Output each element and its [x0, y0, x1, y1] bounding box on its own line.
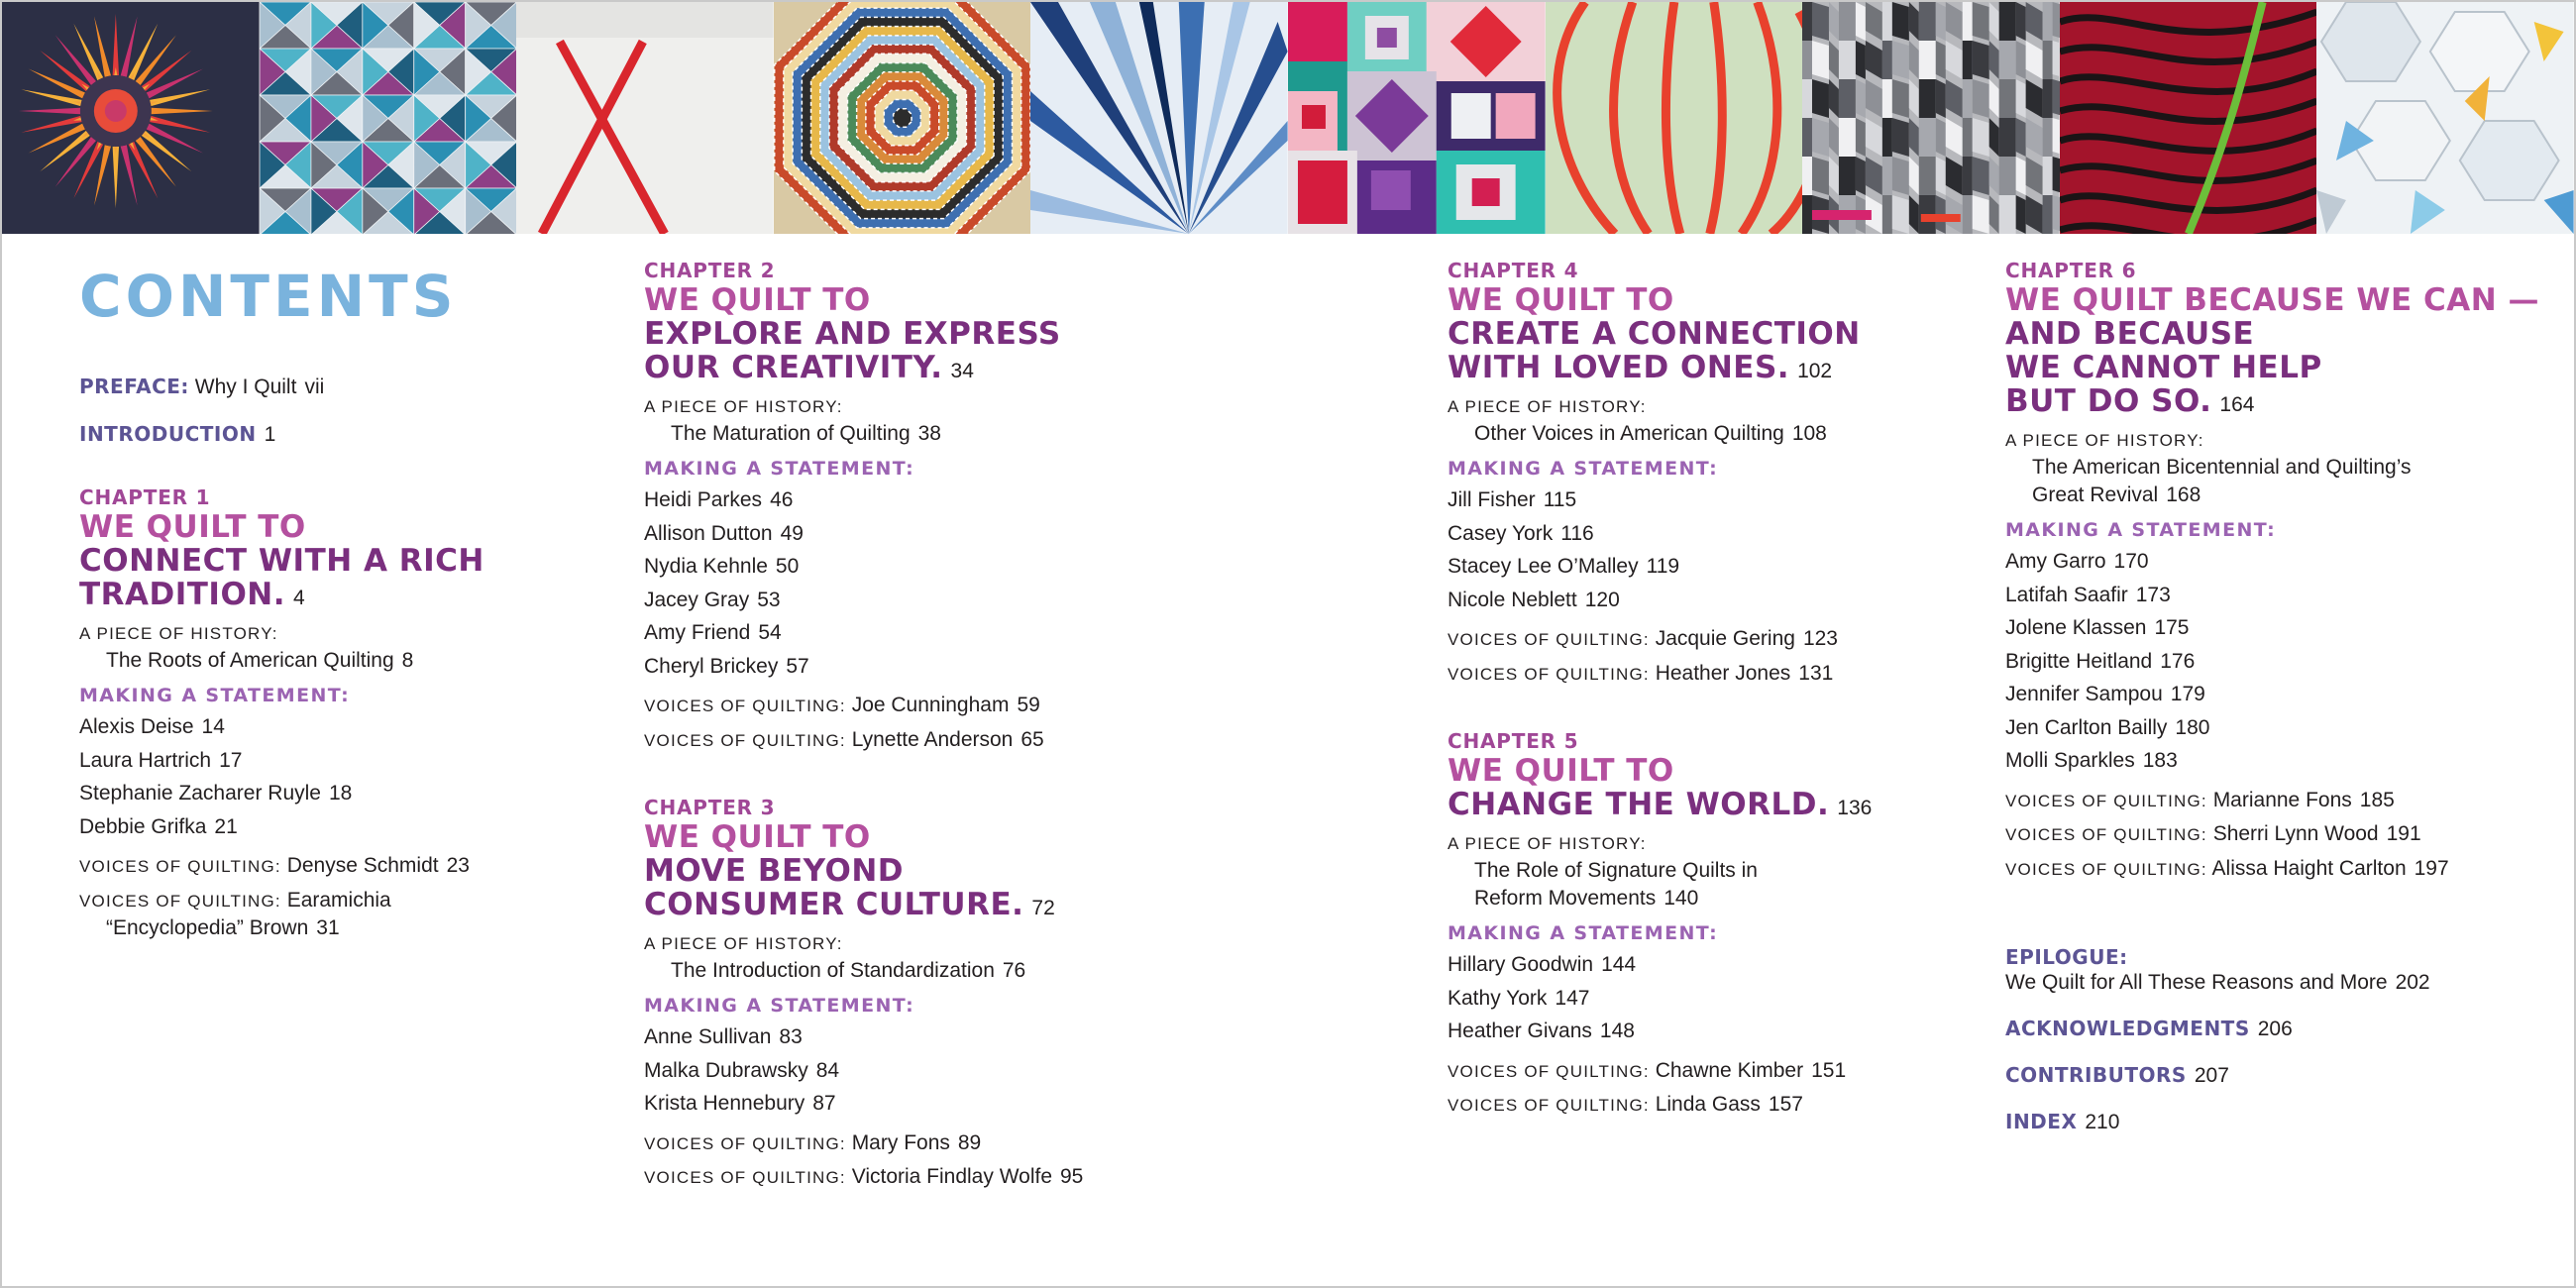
voices-page: 131	[1798, 661, 1834, 685]
statement-name: Stephanie Zacharer Ruyle	[79, 782, 321, 805]
history-label: A PIECE OF HISTORY:	[644, 397, 843, 416]
history-label: A PIECE OF HISTORY:	[79, 624, 278, 643]
statement-list	[1448, 483, 1983, 616]
chapter-title-line: TRADITION.	[79, 577, 286, 612]
chapter-title-line: EXPLORE AND EXPRESS	[644, 316, 1061, 352]
statement-name: Amy Garro	[2005, 550, 2106, 573]
statement-name: Latifah Saafir	[2005, 583, 2128, 606]
voices-name: Heather Jones	[1655, 661, 1791, 685]
history-entry[interactable]	[1448, 420, 1983, 448]
history-title: Other Voices in American Quilting	[1474, 422, 1784, 445]
introduction-label: INTRODUCTION	[79, 422, 257, 446]
chapter-6-entry[interactable]	[2005, 258, 2560, 886]
voices-name: Sherri Lynn Wood	[2212, 822, 2379, 845]
contributors-page: 207	[2194, 1064, 2229, 1087]
voices-page: 151	[1811, 1058, 1847, 1082]
voices-list	[1448, 622, 1983, 691]
chapter-title-line: WE QUILT TO	[644, 282, 871, 318]
voices-label: VOICES OF QUILTING:	[644, 1168, 846, 1187]
chapter-title-line: WE QUILT TO	[79, 509, 306, 545]
history-label: A PIECE OF HISTORY:	[2005, 431, 2204, 450]
statement-entry[interactable]	[79, 777, 594, 810]
index-label: INDEX	[2005, 1110, 2078, 1133]
voices-label: VOICES OF QUILTING:	[644, 1133, 846, 1153]
contents-column-4	[2005, 258, 2560, 1154]
index-page: 210	[2085, 1111, 2120, 1133]
voices-page: 23	[446, 854, 470, 877]
statement-entry[interactable]	[79, 744, 594, 778]
history-title: The Maturation of Quilting	[671, 422, 911, 445]
statement-list	[2005, 545, 2560, 778]
history-label: A PIECE OF HISTORY:	[1448, 397, 1647, 416]
chapter-title-line: BUT DO SO.	[2005, 383, 2212, 419]
history-entry[interactable]	[2005, 454, 2560, 509]
contents-heading: CONTENTS	[79, 263, 458, 330]
statement-page: 84	[815, 1058, 840, 1082]
statement-label: MAKING A STATEMENT:	[644, 995, 915, 1017]
history-label: A PIECE OF HISTORY:	[1448, 834, 1647, 853]
statement-entry[interactable]	[1448, 982, 1983, 1016]
statement-page: 176	[2160, 649, 2196, 673]
history-label: A PIECE OF HISTORY:	[644, 934, 843, 953]
voices-entry[interactable]	[2005, 784, 2560, 818]
statement-page: 17	[219, 748, 243, 772]
statement-page: 49	[780, 521, 804, 545]
history-entry[interactable]	[79, 647, 594, 675]
statement-name: Stacey Lee O’Malley	[1448, 555, 1639, 578]
voices-label: VOICES OF QUILTING:	[1448, 1096, 1650, 1115]
voices-name: Linda Gass	[1655, 1093, 1761, 1116]
voices-page: 65	[1020, 727, 1044, 751]
voices-label: VOICES OF QUILTING:	[1448, 664, 1650, 684]
voices-entry[interactable]	[1448, 1088, 1983, 1123]
voices-name-continued	[79, 914, 594, 942]
chapter-title	[2005, 283, 2560, 422]
statement-entry[interactable]	[644, 650, 1397, 684]
statement-entry[interactable]	[644, 1087, 1397, 1121]
voices-label: VOICES OF QUILTING:	[644, 697, 846, 715]
statement-entry[interactable]	[1448, 483, 1983, 517]
statement-page: 144	[1601, 953, 1637, 976]
voices-label: VOICES OF QUILTING:	[644, 730, 846, 750]
chapter-page: 102	[1797, 360, 1833, 382]
chapter-title-line: AND BECAUSE	[2005, 316, 2255, 352]
history-page: 8	[401, 649, 414, 672]
statement-name: Jennifer Sampou	[2005, 683, 2163, 705]
chapter-title	[1448, 283, 1983, 388]
statement-page: 18	[328, 782, 353, 805]
voices-label: VOICES OF QUILTING:	[2005, 825, 2207, 844]
statement-entry[interactable]	[1448, 948, 1983, 982]
voices-list	[79, 849, 594, 942]
voices-label: VOICES OF QUILTING:	[79, 891, 281, 911]
voices-name: Joe Cunningham	[851, 694, 1010, 716]
voices-entry[interactable]	[644, 1127, 1397, 1161]
statement-name: Jolene Klassen	[2005, 616, 2147, 639]
voices-list	[2005, 784, 2560, 887]
statement-label: MAKING A STATEMENT:	[2005, 519, 2277, 541]
statement-name: Heidi Parkes	[644, 488, 763, 511]
statement-page: 83	[779, 1025, 803, 1048]
statement-page: 148	[1599, 1020, 1635, 1042]
chapter-title	[79, 510, 594, 615]
voices-page: 191	[2386, 822, 2421, 845]
chapter-label: CHAPTER 1	[79, 485, 211, 509]
voices-name: Victoria Findlay Wolfe	[851, 1165, 1052, 1188]
statement-page: 57	[786, 654, 809, 678]
statement-entry[interactable]	[644, 550, 1397, 584]
voices-list	[644, 1127, 1397, 1195]
statement-entry[interactable]	[644, 1020, 1397, 1054]
statement-name: Jen Carlton Bailly	[2005, 715, 2168, 739]
voices-label: VOICES OF QUILTING:	[2005, 791, 2207, 810]
voices-label: VOICES OF QUILTING:	[2005, 859, 2207, 879]
contributors-entry[interactable]	[2005, 1061, 2560, 1090]
statement-name: Jill Fisher	[1448, 488, 1536, 511]
statement-list	[644, 1020, 1397, 1121]
chapter-page: 4	[293, 587, 305, 609]
chapter-label: CHAPTER 4	[1448, 259, 1579, 282]
statement-name: Krista Hennebury	[644, 1092, 805, 1115]
history-title: The Introduction of Standardization	[671, 959, 995, 982]
hexagon-star-quilt-image	[2316, 2, 2574, 234]
preface-entry[interactable]	[79, 373, 594, 401]
chapter-page: 72	[1031, 897, 1055, 919]
chapter-title-line: WE QUILT BECAUSE WE CAN —	[2005, 282, 2539, 318]
statement-name: Allison Dutton	[644, 521, 773, 545]
red-x-quilt-image	[516, 2, 774, 234]
statement-entry[interactable]	[2005, 711, 2560, 745]
statement-entry[interactable]	[2005, 579, 2560, 612]
statement-page: 116	[1560, 521, 1594, 545]
statement-entry[interactable]	[1448, 1015, 1983, 1048]
statement-entry[interactable]	[2005, 545, 2560, 579]
voices-entry[interactable]	[644, 723, 1397, 758]
statement-label: MAKING A STATEMENT:	[1448, 922, 1719, 944]
chapter-3-entry[interactable]	[644, 795, 1397, 1195]
statement-name: Laura Hartrich	[79, 748, 212, 772]
voices-page: 89	[957, 1130, 982, 1154]
voices-page: 95	[1060, 1165, 1084, 1188]
history-entry[interactable]	[644, 420, 1397, 448]
chapter-title-line: CHANGE THE WORLD.	[1448, 787, 1830, 822]
voices-entry[interactable]	[1448, 622, 1983, 657]
statement-entry[interactable]	[79, 810, 594, 844]
red-black-waves-quilt-image	[2060, 2, 2317, 234]
acknowledgments-page: 206	[2257, 1018, 2293, 1040]
voices-list	[1448, 1054, 1983, 1123]
chapter-title-line: CREATE A CONNECTION	[1448, 316, 1861, 352]
chapter-title	[644, 283, 1397, 388]
epilogue-title: We Quilt for All These Reasons and More	[2005, 971, 2388, 994]
statement-label: MAKING A STATEMENT:	[1448, 458, 1719, 480]
statement-entry[interactable]	[2005, 744, 2560, 778]
preface-label: PREFACE:	[79, 375, 189, 398]
chapter-title-line: OUR CREATIVITY.	[644, 350, 943, 385]
statement-name: Nicole Neblett	[1448, 588, 1577, 611]
chapter-page: 136	[1837, 797, 1873, 819]
statement-name: Cheryl Brickey	[644, 654, 779, 678]
voices-entry[interactable]	[644, 1160, 1397, 1195]
statement-page: 87	[812, 1092, 836, 1115]
statement-name: Malka Dubrawsky	[644, 1058, 808, 1082]
chapter-title-line: WE QUILT TO	[1448, 282, 1674, 318]
statement-name: Molli Sparkles	[2005, 749, 2135, 772]
triangle-star-quilt-image	[260, 2, 517, 234]
statement-page: 119	[1646, 555, 1680, 578]
statement-page: 147	[1555, 986, 1590, 1010]
statement-name: Amy Friend	[644, 621, 751, 644]
acknowledgments-label: ACKNOWLEDGMENTS	[2005, 1017, 2250, 1040]
quilt-image-banner	[2, 2, 2574, 234]
voices-entry[interactable]	[79, 884, 594, 943]
statement-page: 54	[758, 621, 782, 644]
chapter-title-line: WE CANNOT HELP	[2005, 350, 2322, 385]
history-title: The Roots of American Quilting	[106, 649, 394, 672]
statement-entry[interactable]	[2005, 611, 2560, 645]
voices-name: Lynette Anderson	[851, 727, 1014, 751]
introduction-page: 1	[264, 423, 276, 446]
chapter-title-line: CONSUMER CULTURE.	[644, 887, 1024, 922]
history-page: 76	[1002, 959, 1026, 982]
voices-name: Marianne Fons	[2212, 788, 2352, 811]
statement-name: Brigitte Heitland	[2005, 649, 2153, 673]
voices-name: Denyse Schmidt	[286, 854, 439, 877]
concentric-octagon-quilt-image	[774, 2, 1031, 234]
epilogue-label: EPILOGUE:	[2005, 945, 2128, 969]
statement-entry[interactable]	[644, 517, 1397, 551]
statement-page: 180	[2175, 715, 2210, 739]
statement-entry[interactable]	[2005, 645, 2560, 679]
statement-entry[interactable]	[2005, 678, 2560, 711]
statement-entry[interactable]	[644, 584, 1397, 617]
statement-page: 115	[1543, 488, 1577, 511]
epilogue-page: 202	[2395, 971, 2430, 994]
history-title-continued: Reform Movements	[1474, 887, 1657, 910]
statement-page: 179	[2170, 683, 2205, 705]
voices-label: VOICES OF QUILTING:	[1448, 1061, 1650, 1081]
statement-page: 14	[201, 715, 225, 738]
statement-name: Jacey Gray	[644, 588, 750, 611]
statement-entry[interactable]	[1448, 517, 1983, 551]
statement-page: 50	[775, 555, 800, 578]
statement-page: 173	[2135, 583, 2171, 606]
chapter-label: CHAPTER 6	[2005, 259, 2137, 282]
index-entry[interactable]	[2005, 1108, 2560, 1136]
voices-page: 157	[1768, 1093, 1803, 1116]
voices-page: 197	[2414, 856, 2449, 880]
statement-entry[interactable]	[79, 710, 594, 744]
chapter-label: CHAPTER 5	[1448, 729, 1579, 753]
voices-page: 31	[316, 916, 340, 939]
chapter-title-line: WITH LOVED ONES.	[1448, 350, 1790, 385]
statement-page: 46	[770, 488, 794, 511]
statement-entry[interactable]	[644, 616, 1397, 650]
acknowledgments-entry[interactable]	[2005, 1015, 2560, 1043]
chapter-title-line: CONNECT WITH A RICH	[79, 543, 484, 579]
chapter-4-entry[interactable]	[1448, 258, 1983, 691]
history-page: 38	[917, 422, 941, 445]
voices-entry[interactable]	[644, 689, 1397, 723]
statement-list	[79, 710, 594, 843]
voices-name: “Encyclopedia” Brown	[106, 916, 309, 939]
statement-entry[interactable]	[644, 483, 1397, 517]
chapter-page: 34	[950, 360, 974, 382]
chapter-title	[1448, 754, 1983, 825]
blue-rays-quilt-image	[1030, 2, 1288, 234]
history-title: The Role of Signature Quilts in	[1474, 859, 1758, 882]
statement-name: Nydia Kehnle	[644, 555, 768, 578]
voices-name: Earamichia	[286, 888, 391, 912]
voices-label: VOICES OF QUILTING:	[1448, 630, 1650, 649]
grey-strip-quilt-image	[1802, 2, 2060, 234]
statement-label: MAKING A STATEMENT:	[79, 685, 351, 706]
statement-entry[interactable]	[1448, 550, 1983, 584]
chapter-title-line: MOVE BEYOND	[644, 853, 905, 889]
statement-page: 175	[2154, 616, 2190, 639]
statement-name: Heather Givans	[1448, 1020, 1592, 1042]
statement-entry[interactable]	[644, 1054, 1397, 1088]
chapter-page: 164	[2219, 393, 2255, 416]
voices-page: 185	[2359, 788, 2395, 811]
contents-column-2	[644, 258, 1397, 1233]
statement-label: MAKING A STATEMENT:	[644, 458, 915, 480]
pink-purple-squares-quilt-image	[1288, 2, 1546, 234]
voices-entry[interactable]	[2005, 817, 2560, 852]
chapter-label: CHAPTER 2	[644, 259, 776, 282]
epilogue-entry[interactable]	[2005, 945, 2560, 997]
chapter-title	[644, 820, 1397, 925]
statement-name: Casey York	[1448, 521, 1554, 545]
chapter-title-line: WE QUILT TO	[1448, 753, 1674, 789]
voices-name: Alissa Haight Carlton	[2211, 856, 2407, 880]
preface-title: Why I Quilt	[194, 376, 297, 398]
voices-name: Chawne Kimber	[1655, 1058, 1804, 1082]
statement-name: Alexis Deise	[79, 715, 194, 738]
history-title-continued: Great Revival	[2032, 483, 2159, 506]
history-page: 140	[1664, 887, 1699, 910]
red-lines-quilt-image	[1546, 2, 1803, 234]
voices-label: VOICES OF QUILTING:	[79, 857, 281, 876]
voices-entry[interactable]	[79, 849, 594, 884]
sunburst-quilt-image	[2, 2, 260, 234]
history-entry[interactable]	[644, 957, 1397, 985]
voices-list	[644, 689, 1397, 757]
voices-name: Jacquie Gering	[1655, 627, 1795, 650]
voices-page: 123	[1802, 627, 1838, 650]
contents-column-3	[1448, 258, 1983, 1160]
statement-name: Debbie Grifka	[79, 814, 207, 838]
statement-page: 170	[2113, 550, 2149, 573]
contributors-label: CONTRIBUTORS	[2005, 1063, 2187, 1087]
statement-list	[644, 483, 1397, 683]
preface-page: vii	[304, 376, 325, 398]
statement-page: 183	[2142, 749, 2178, 772]
statement-page: 120	[1584, 588, 1620, 611]
contents-column-1	[79, 258, 594, 980]
statement-list	[1448, 948, 1983, 1048]
chapter-label: CHAPTER 3	[644, 796, 776, 819]
voices-page: 59	[1017, 694, 1040, 716]
introduction-entry[interactable]	[79, 420, 594, 449]
history-entry[interactable]	[1448, 857, 1983, 912]
chapter-2-entry[interactable]	[644, 258, 1397, 757]
statement-name: Hillary Goodwin	[1448, 953, 1594, 976]
statement-page: 53	[757, 588, 781, 611]
chapter-title-line: WE QUILT TO	[644, 819, 871, 855]
voices-entry[interactable]	[2005, 852, 2560, 887]
voices-entry[interactable]	[1448, 1054, 1983, 1089]
history-page: 168	[2166, 483, 2201, 506]
chapter-1-entry[interactable]	[79, 484, 594, 942]
voices-name: Mary Fons	[851, 1130, 950, 1154]
statement-name: Kathy York	[1448, 986, 1548, 1010]
voices-entry[interactable]	[1448, 657, 1983, 692]
history-title: The American Bicentennial and Quilting’s	[2032, 456, 2412, 479]
chapter-5-entry[interactable]	[1448, 728, 1983, 1123]
history-page: 108	[1791, 422, 1827, 445]
statement-page: 21	[214, 814, 238, 838]
statement-name: Anne Sullivan	[644, 1025, 772, 1048]
statement-entry[interactable]	[1448, 584, 1983, 617]
